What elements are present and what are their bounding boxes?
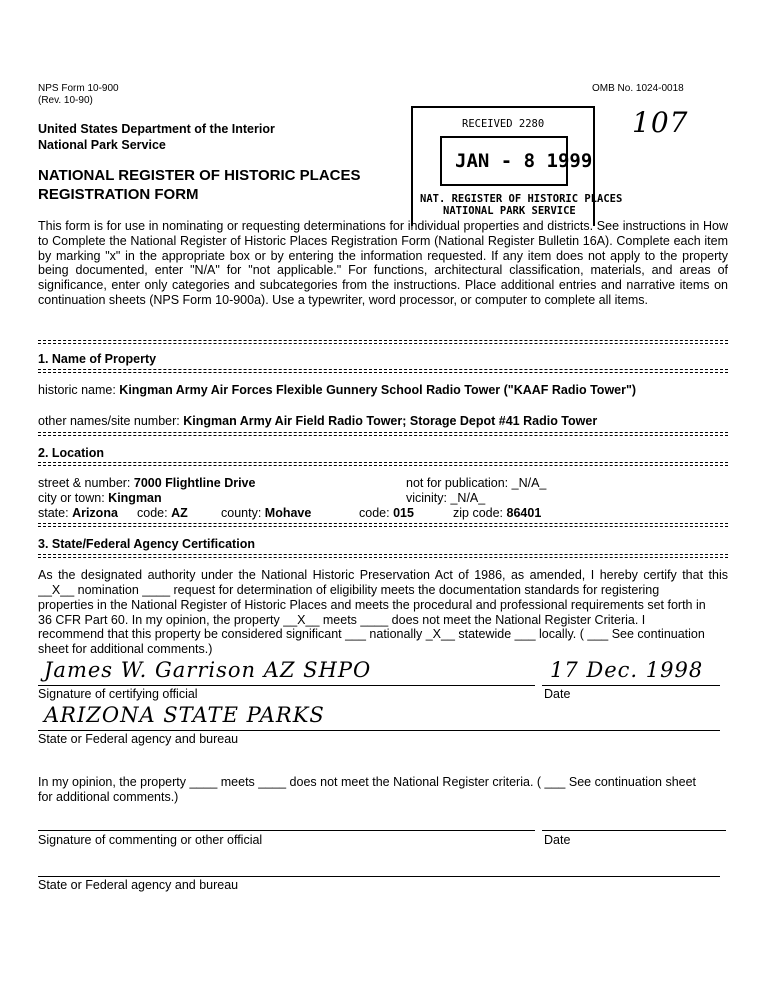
county-label: county: bbox=[221, 506, 262, 520]
state-label: state: bbox=[38, 506, 69, 520]
vicinity-value: _N/A_ bbox=[450, 491, 486, 505]
separator-line bbox=[38, 339, 728, 346]
opinion-line-2: for additional comments.) bbox=[38, 790, 179, 804]
form-title-line1: NATIONAL REGISTER OF HISTORIC PLACES bbox=[38, 167, 361, 184]
section-2-heading: 2. Location bbox=[38, 446, 104, 460]
county-row bbox=[221, 506, 311, 521]
comment-date-line bbox=[542, 830, 726, 831]
not-for-publication-row bbox=[406, 476, 546, 491]
department-name: United States Department of the Interior bbox=[38, 122, 275, 136]
county-code-label: code: bbox=[359, 506, 390, 520]
street-label: street & number: bbox=[38, 476, 131, 490]
zip-row bbox=[453, 506, 541, 521]
certification-line-4: 36 CFR Part 60. In my opinion, the property __X__ meets ____ does not meet the National Register Criteria. I bbox=[38, 613, 646, 627]
agency-line bbox=[38, 730, 720, 731]
vicinity-label: vicinity: bbox=[406, 491, 447, 505]
certifying-date-handwritten: 17 Dec. 1998 bbox=[550, 658, 704, 682]
historic-name-row bbox=[38, 383, 636, 398]
city-row bbox=[38, 491, 162, 506]
state-code-label: code: bbox=[137, 506, 168, 520]
not-for-publication-label: not for publication: bbox=[406, 476, 509, 490]
historic-name-label: historic name: bbox=[38, 383, 116, 397]
service-name: National Park Service bbox=[38, 138, 166, 152]
county-code-value: 015 bbox=[393, 506, 414, 520]
separator-line bbox=[38, 431, 728, 438]
agency-label: State or Federal agency and bureau bbox=[38, 732, 239, 746]
certification-line-5: recommend that this property be considered significant ___ nationally _X__ statewide ___ locally. ( ___ See continuation bbox=[38, 627, 705, 641]
opinion-line-1: In my opinion, the property ____ meets ____ does not meet the National Register criteria. ( ___ See continuation sheet bbox=[38, 775, 697, 789]
zip-label: zip code: bbox=[453, 506, 504, 520]
comment-signature-line bbox=[38, 830, 535, 831]
form-number: NPS Form 10-900 bbox=[38, 83, 119, 94]
certification-line-2: __X__ nomination ____ request for determination of eligibility meets the documentation standards for registering bbox=[38, 583, 660, 597]
other-names-row bbox=[38, 414, 597, 429]
comment-date-label: Date bbox=[544, 833, 571, 847]
city-value: Kingman bbox=[108, 491, 162, 505]
stamp-park-service: NATIONAL PARK SERVICE bbox=[443, 205, 576, 217]
agency-handwritten: ARIZONA STATE PARKS bbox=[44, 703, 325, 727]
not-for-publication-value: _N/A_ bbox=[511, 476, 547, 490]
street-row bbox=[38, 476, 255, 491]
section-1-heading: 1. Name of Property bbox=[38, 352, 157, 366]
other-names-label: other names/site number: bbox=[38, 414, 180, 428]
signature-label: Signature of certifying official bbox=[38, 687, 198, 701]
state-code-row bbox=[137, 506, 188, 521]
zip-value: 86401 bbox=[506, 506, 542, 520]
separator-line bbox=[38, 553, 728, 560]
city-label: city or town: bbox=[38, 491, 105, 505]
comment-agency-label: State or Federal agency and bureau bbox=[38, 878, 239, 892]
street-value: 7000 Flightline Drive bbox=[133, 476, 256, 490]
omb-number: OMB No. 1024-0018 bbox=[592, 83, 684, 94]
separator-line bbox=[38, 461, 728, 468]
form-title-line2: REGISTRATION FORM bbox=[38, 186, 199, 203]
signature-line bbox=[38, 685, 535, 686]
certifying-signature: James W. Garrison AZ SHPO bbox=[44, 658, 372, 682]
state-row bbox=[38, 506, 118, 521]
state-code-value: AZ bbox=[171, 506, 188, 520]
county-code-row bbox=[359, 506, 414, 521]
stamp-received: RECEIVED 2280 bbox=[462, 118, 545, 130]
instructions-paragraph: This form is for use in nominating or requesting determinations for individual properties and districts. See instructions in How to Complete the National Register of Historic Places Registration Form (National Register Bulletin 16A). Complete each item by marking "x" in the appropriate box or by entering the information requested. If any item does not apply to the property being documented, enter "N/A" for "not applicable." For functions, architectural classification, materials, and areas of significance, enter only categories and subcategories from the instructions. Place additional entries and narrative items on continuation sheets (NPS Form 10-900a). Use a typewriter, word processor, or computer to complete all items. bbox=[38, 219, 728, 307]
vicinity-row bbox=[406, 491, 485, 506]
stamp-nat-register: NAT. REGISTER OF HISTORIC PLACES bbox=[420, 193, 623, 205]
certification-line-3: properties in the National Register of Historic Places and meets the procedural and professional requirements set forth in bbox=[38, 598, 706, 612]
date-label: Date bbox=[544, 687, 571, 701]
section-3-heading: 3. State/Federal Agency Certification bbox=[38, 537, 255, 551]
separator-line bbox=[38, 368, 728, 375]
other-names-value: Kingman Army Air Field Radio Tower; Storage Depot #41 Radio Tower bbox=[183, 414, 598, 428]
county-value: Mohave bbox=[264, 506, 312, 520]
certification-line-1: As the designated authority under the National Historic Preservation Act of 1986, as amended, I hereby certify that this bbox=[38, 568, 728, 582]
comment-agency-line bbox=[38, 876, 720, 877]
separator-line bbox=[38, 522, 728, 529]
certification-line-6: sheet for additional comments.) bbox=[38, 642, 213, 656]
date-line bbox=[542, 685, 720, 686]
historic-name-value: Kingman Army Air Forces Flexible Gunnery School Radio Tower ("KAAF Radio Tower") bbox=[119, 383, 637, 397]
handwritten-number: 107 bbox=[632, 106, 689, 139]
form-revision: (Rev. 10-90) bbox=[38, 95, 93, 106]
comment-signature-label: Signature of commenting or other official bbox=[38, 833, 263, 847]
stamp-date: JAN - 8 1999 bbox=[455, 150, 593, 172]
state-value: Arizona bbox=[72, 506, 118, 520]
